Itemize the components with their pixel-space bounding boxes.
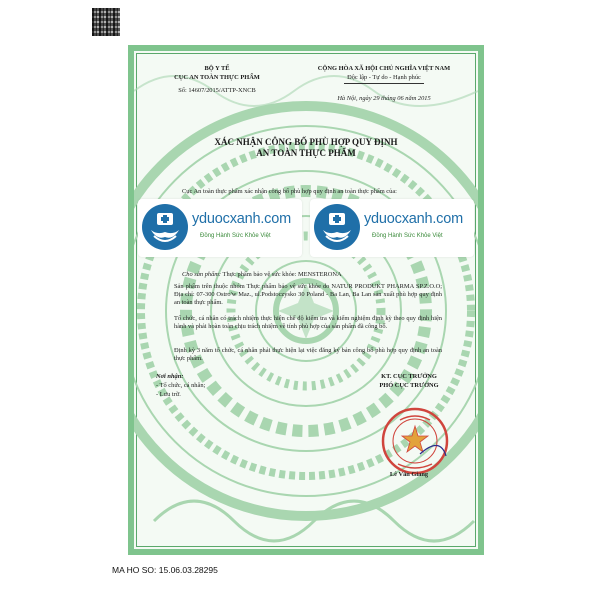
- place-date: Hà Nội, ngày 29 tháng 06 năm 2015: [337, 95, 431, 102]
- intro-text: Cục An toàn thực phẩm xác nhận công bố phù hợp quy định an toàn thực phẩm của:: [182, 188, 397, 195]
- watermark-logo: [310, 199, 474, 257]
- official-seal-stamp: [380, 406, 450, 476]
- recipient-item: - Lưu trữ.: [156, 391, 181, 398]
- title-line-1: XÁC NHẬN CÔNG BỐ PHÙ HỢP QUY ĐỊNH: [214, 137, 398, 147]
- title-line-2: AN TOÀN THỰC PHẨM: [256, 148, 356, 158]
- product-line: [182, 271, 342, 279]
- signer-name: Lê Văn Giang: [389, 471, 429, 478]
- watermark-logo: [138, 199, 302, 257]
- medical-cross-icon: [314, 204, 360, 250]
- national-motto: Độc lập - Tự do - Hạnh phúc: [347, 74, 421, 81]
- recipient-item: - Tổ chức, cá nhân;: [156, 382, 206, 389]
- product-label: Cho sản phẩm:: [182, 271, 222, 278]
- watermark-brand: yduocxanh.com: [364, 211, 463, 227]
- watermark-slogan: Đồng Hành Sức Khỏe Việt: [372, 233, 443, 239]
- product-name: Thực phẩm bảo vệ sức khỏe: MENSTERONA: [222, 271, 342, 278]
- paragraph-renewal: Định kỳ 3 năm tổ chức, cá nhân phải thực hiện lại việc đăng ký bản công bố phù hợp quy định an toàn thực phẩm.: [174, 347, 442, 362]
- watermark-slogan: Đồng Hành Sức Khỏe Việt: [200, 233, 271, 239]
- qr-code: [92, 8, 120, 36]
- certificate: [128, 45, 484, 555]
- document-number: Số: 14607/2015/ATTP-XNCB: [178, 87, 256, 94]
- record-number: MA HO SO: 15.06.03.28295: [112, 565, 218, 575]
- medical-cross-icon: [142, 204, 188, 250]
- paragraph-responsibility: Tổ chức, cá nhân có trách nhiệm thực hiện chế độ kiểm tra và kiểm nghiệm định kỳ theo quy định hiện hành và phải hoàn toàn chịu trách nhiệm về tính phù hợp của sản phẩm đã công bố.: [174, 315, 442, 330]
- signer-role-1: KT. CỤC TRƯỞNG: [381, 373, 437, 380]
- signer-role-2: PHÓ CỤC TRƯỞNG: [379, 382, 439, 389]
- ministry-name: BỘ Y TẾ: [204, 65, 230, 72]
- motto-underline: [344, 83, 424, 84]
- agency-name: CỤC AN TOÀN THỰC PHẨM: [174, 74, 260, 81]
- paragraph-manufacturer: Sản phẩm trên thuộc nhóm Thực phẩm bảo vệ sức khỏe do NATUR PRODUKT PHARMA SP.Z.O.O; Địa chỉ: 07-300 Ostro'w Maz., ul.Podstoczysko 30 Poland - Ba Lan, Ba Lan sản xuất phù hợp quy định an toàn thực phẩm.: [174, 283, 442, 306]
- watermark-brand: yduocxanh.com: [192, 211, 291, 227]
- recipients-heading: Nơi nhận:: [156, 373, 184, 380]
- country-name: CỘNG HÒA XÃ HỘI CHỦ NGHĨA VIỆT NAM: [317, 65, 451, 72]
